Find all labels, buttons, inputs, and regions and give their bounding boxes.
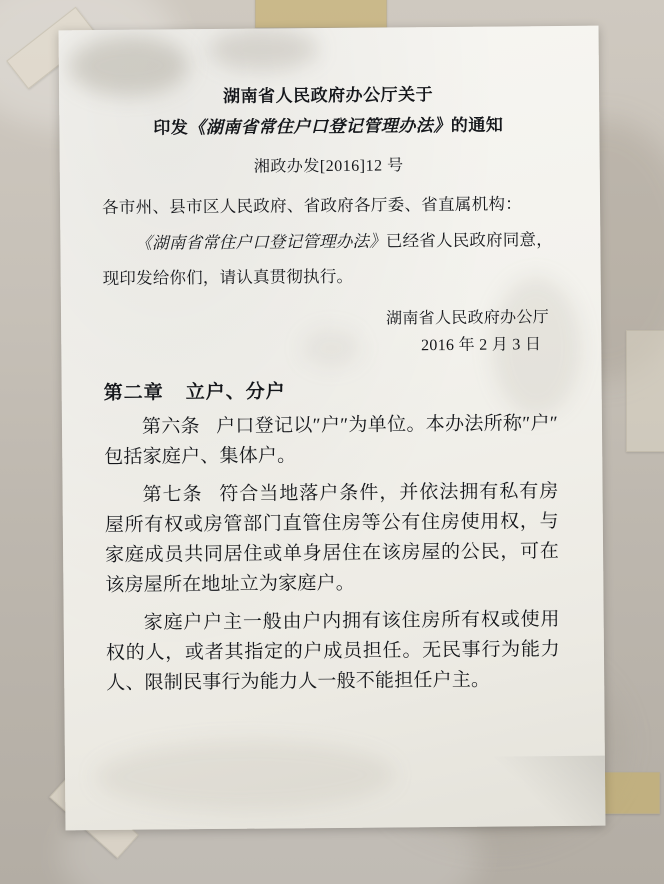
document-sign-date: 2016 年 2 月 3 日 [421, 336, 542, 355]
chapter-heading [104, 374, 558, 405]
article-7 [104, 477, 559, 601]
tape-strip-top [255, 0, 387, 28]
intro-regulation-name: 《湖南省常住户口登记管理办法》 [135, 231, 386, 253]
article-7-label: 第七条 [142, 484, 203, 506]
article-6-text: 户口登记以″户″为单位。本办法所称″户″包括家庭户、集体户。 [104, 413, 559, 469]
document-signer: 湖南省人民政府办公厅 [385, 309, 550, 328]
document-title-line-2 [101, 109, 555, 144]
article-6-label: 第六条 [141, 416, 201, 438]
document-intro-paragraph [102, 225, 556, 259]
chapter-title: 立户、分户 [185, 381, 286, 404]
document-intro-paragraph-2: 现印发给你们，请认真贯彻执行。 [102, 267, 354, 289]
document-title-prefix: 印发 [153, 118, 189, 138]
page-curl-shadow [485, 756, 606, 827]
paper-smudge [95, 739, 396, 812]
tape-strip-right [626, 330, 664, 452]
document-title-line-1: 湖南省人民政府办公厅关于 [223, 85, 434, 106]
document-sheet [59, 26, 606, 831]
intro-paragraph-tail: 已经省人民政府同意， [385, 229, 553, 251]
chapter-number: 第二章 [103, 382, 164, 405]
article-7-text: 符合当地落户条件，并依法拥有私有房屋所有权或房管部门直管住房等公有住房使用权，与家庭成员共同居住或单身居住在该房屋的公民，可在该房屋所在地址立为家庭户。 [104, 481, 560, 597]
document-body [59, 26, 605, 700]
document-addressee: 各市州、县市区人民政府、省政府各厅委、省直属机构： [101, 194, 523, 217]
document-title-suffix: 的通知 [450, 115, 504, 136]
article-7-paragraph-2: 家庭户户主一般由户内拥有该住房所有权或使用权的人，或者其指定的户成员担任。无民事行为能力人、限制民事行为能力人一般不能担任户主。 [105, 609, 561, 695]
article-6 [104, 409, 559, 473]
document-number: 湘政办发[2016]12 号 [253, 157, 404, 176]
document-title-regulation-name: 《湖南省常住户口登记管理办法》 [188, 116, 451, 138]
